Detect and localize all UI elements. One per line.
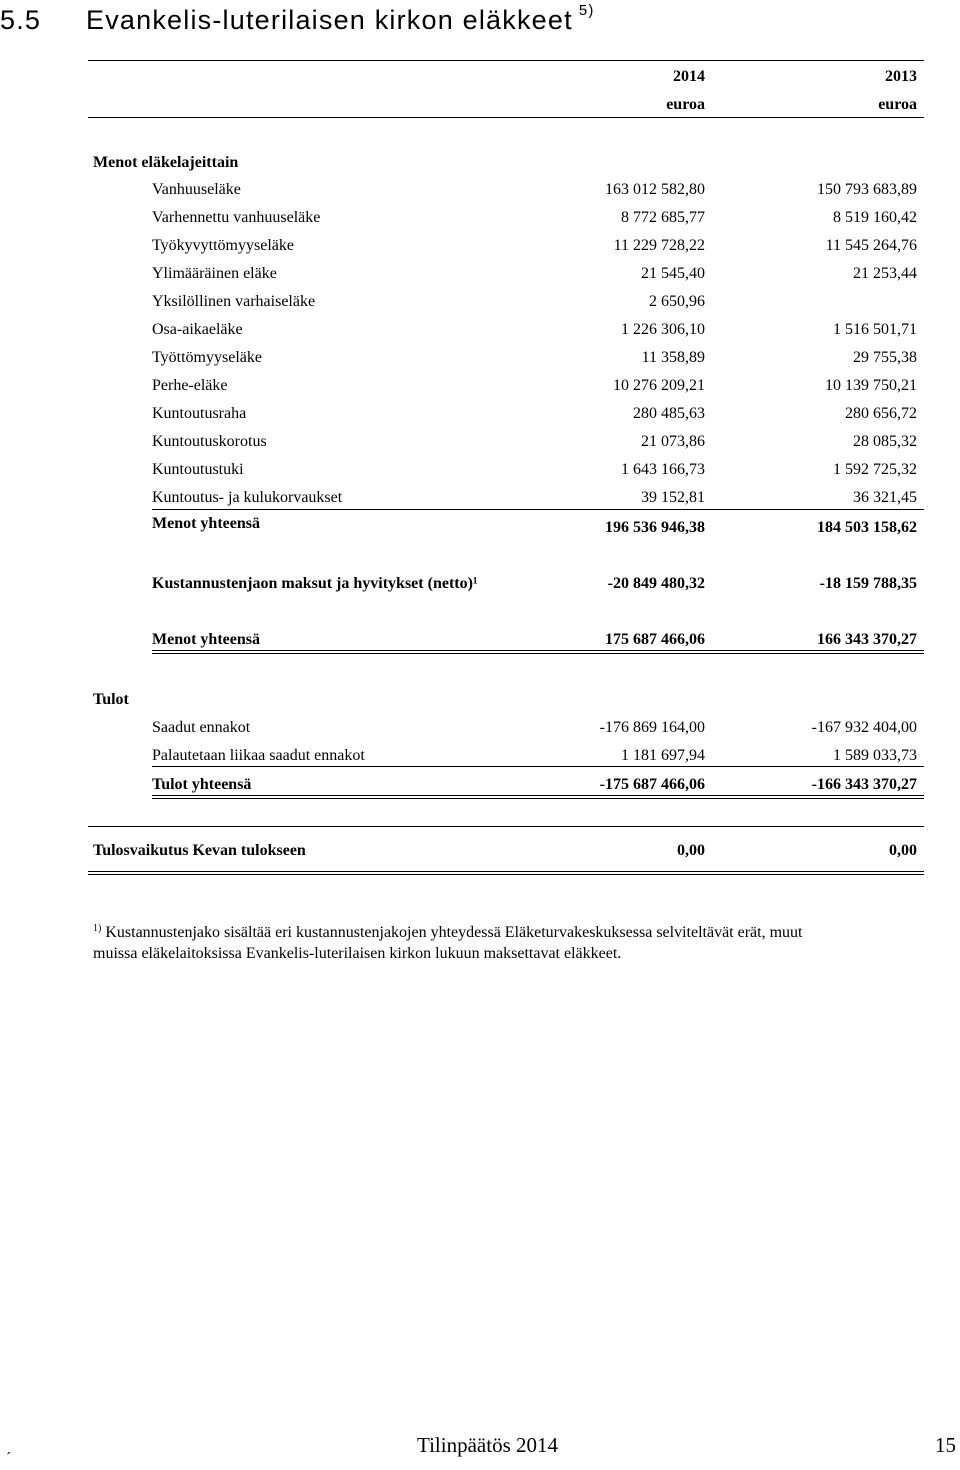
cost-sharing-row (0, 573, 960, 595)
row-label: Menot yhteensä (152, 631, 260, 648)
row-label: Tulot yhteensä (152, 776, 252, 793)
row-value-2014: 10 276 209,21 (613, 377, 705, 394)
row-value-2014: -176 869 164,00 (599, 719, 705, 736)
row-label: Palautetaan liikaa saadut ennakot (152, 747, 365, 764)
row-label: Kustannustenjaon maksut ja hyvitykset (netto)¹ (152, 575, 478, 592)
row-value-2013: 10 139 750,21 (825, 377, 917, 394)
double-rule (152, 650, 924, 654)
table-row (0, 179, 960, 201)
subtotal-rule (152, 766, 924, 767)
row-value-2014: 280 485,63 (633, 405, 705, 422)
row-value-2014: 1 226 306,10 (621, 321, 705, 338)
row-value-2013: 11 545 264,76 (825, 237, 917, 254)
row-value-2013: 21 253,44 (853, 265, 917, 282)
row-value-2013: 280 656,72 (845, 405, 917, 422)
row-label: Varhennettu vanhuuseläke (152, 209, 321, 226)
row-label: Ylimääräinen eläke (152, 265, 277, 282)
row-value-2013: 1 589 033,73 (833, 747, 917, 764)
table-row (0, 319, 960, 341)
corner-mark: ´ (6, 1450, 12, 1467)
section-title-text: Evankelis-luterilaisen kirkon eläkkeet (86, 5, 573, 35)
row-value-2014: -175 687 466,06 (599, 776, 705, 793)
result-top-rule (88, 826, 924, 827)
row-value-2014: 21 545,40 (641, 265, 705, 282)
row-value-2014: 1 181 697,94 (621, 747, 705, 764)
row-value-2013: 36 321,45 (853, 489, 917, 506)
row-value-2014: 39 152,81 (641, 489, 705, 506)
header-rule (88, 117, 924, 118)
subtotal-rule (152, 509, 924, 510)
row-value-2013: 150 793 683,89 (817, 181, 917, 198)
table-row (0, 207, 960, 229)
row-value-2014: 21 073,86 (641, 433, 705, 450)
row-value-2014: 2 650,96 (649, 293, 705, 310)
expenses-total-row (0, 513, 960, 535)
page-number: 15 (935, 1433, 956, 1457)
row-value-2014: 11 358,89 (641, 349, 705, 366)
row-value-2013: 1 592 725,32 (833, 461, 917, 478)
row-label: Kuntoutus- ja kulukorvaukset (152, 489, 343, 506)
result-row (0, 840, 960, 862)
footnote-marker: 1) (93, 923, 102, 934)
header-unit-2014: euroa (666, 96, 705, 113)
row-label: Vanhuuseläke (152, 181, 241, 198)
row-value-2013: -166 343 370,27 (811, 776, 917, 793)
top-rule (88, 60, 924, 61)
row-value-2014: -20 849 480,32 (607, 575, 705, 592)
row-value-2014: 11 229 728,22 (613, 237, 705, 254)
table-row (0, 263, 960, 285)
row-value-2013: 29 755,38 (853, 349, 917, 366)
table-row (0, 487, 960, 509)
row-value-2013: 28 085,32 (853, 433, 917, 450)
row-label: Työkyvyttömyyseläke (152, 237, 294, 254)
header-year-2014: 2014 (673, 68, 705, 85)
table-row (0, 403, 960, 425)
footnote-line-2: muissa eläkelaitoksissa Evankelis-luterilaisen kirkon lukuun maksettavat eläkkeet. (93, 945, 622, 962)
table-row (0, 347, 960, 369)
income-total-row (0, 774, 960, 796)
row-label: Tulosvaikutus Kevan tulokseen (93, 842, 306, 859)
title-note-marker: 5) (578, 2, 595, 19)
result-double-rule (88, 871, 924, 875)
row-value-2013: 8 519 160,42 (833, 209, 917, 226)
row-label: Yksilöllinen varhaiseläke (152, 293, 316, 310)
table-row (0, 291, 960, 313)
row-label: Saadut ennakot (152, 719, 251, 736)
table-row (0, 431, 960, 453)
section-number: 5.5 (0, 5, 42, 35)
row-value-2013: -18 159 788,35 (819, 575, 917, 592)
row-value-2014: 175 687 466,06 (605, 631, 705, 648)
table-row (0, 235, 960, 257)
footnote-line-1: Kustannustenjako sisältää eri kustannustenjakojen yhteydessä Eläketurvakeskuksessa selviteltävät erät, muut (105, 924, 803, 941)
row-label: Työttömyyseläke (152, 349, 262, 366)
row-label: Kuntoutuskorotus (152, 433, 267, 450)
row-value-2013: 1 516 501,71 (833, 321, 917, 338)
row-label: Perhe-eläke (152, 377, 228, 394)
row-value-2014: 8 772 685,77 (621, 209, 705, 226)
row-value-2013: 166 343 370,27 (817, 631, 917, 648)
row-value-2013: 184 503 158,62 (817, 519, 917, 536)
section-title (0, 2, 595, 36)
row-value-2013: -167 932 404,00 (811, 719, 917, 736)
expenses-heading: Menot eläkelajeittain (93, 154, 239, 171)
header-unit-2013: euroa (878, 96, 917, 113)
row-value-2014: 163 012 582,80 (605, 181, 705, 198)
row-label: Kuntoutusraha (152, 405, 247, 422)
footnote (93, 918, 802, 964)
header-year-2013: 2013 (885, 68, 917, 85)
row-value-2014: 196 536 946,38 (605, 519, 705, 536)
double-rule (152, 795, 924, 799)
row-label: Osa-aikaeläke (152, 321, 243, 338)
net-total-row (0, 629, 960, 651)
page-footer-text: Tilinpäätös 2014 (417, 1433, 558, 1457)
table-row (0, 745, 960, 767)
row-value-2013: 0,00 (889, 842, 917, 859)
table-row (0, 717, 960, 739)
row-value-2014: 0,00 (677, 842, 705, 859)
row-label: Menot yhteensä (152, 515, 260, 532)
row-label: Kuntoutustuki (152, 461, 244, 478)
income-heading: Tulot (93, 691, 129, 708)
table-row (0, 459, 960, 481)
table-row (0, 375, 960, 397)
row-value-2014: 1 643 166,73 (621, 461, 705, 478)
